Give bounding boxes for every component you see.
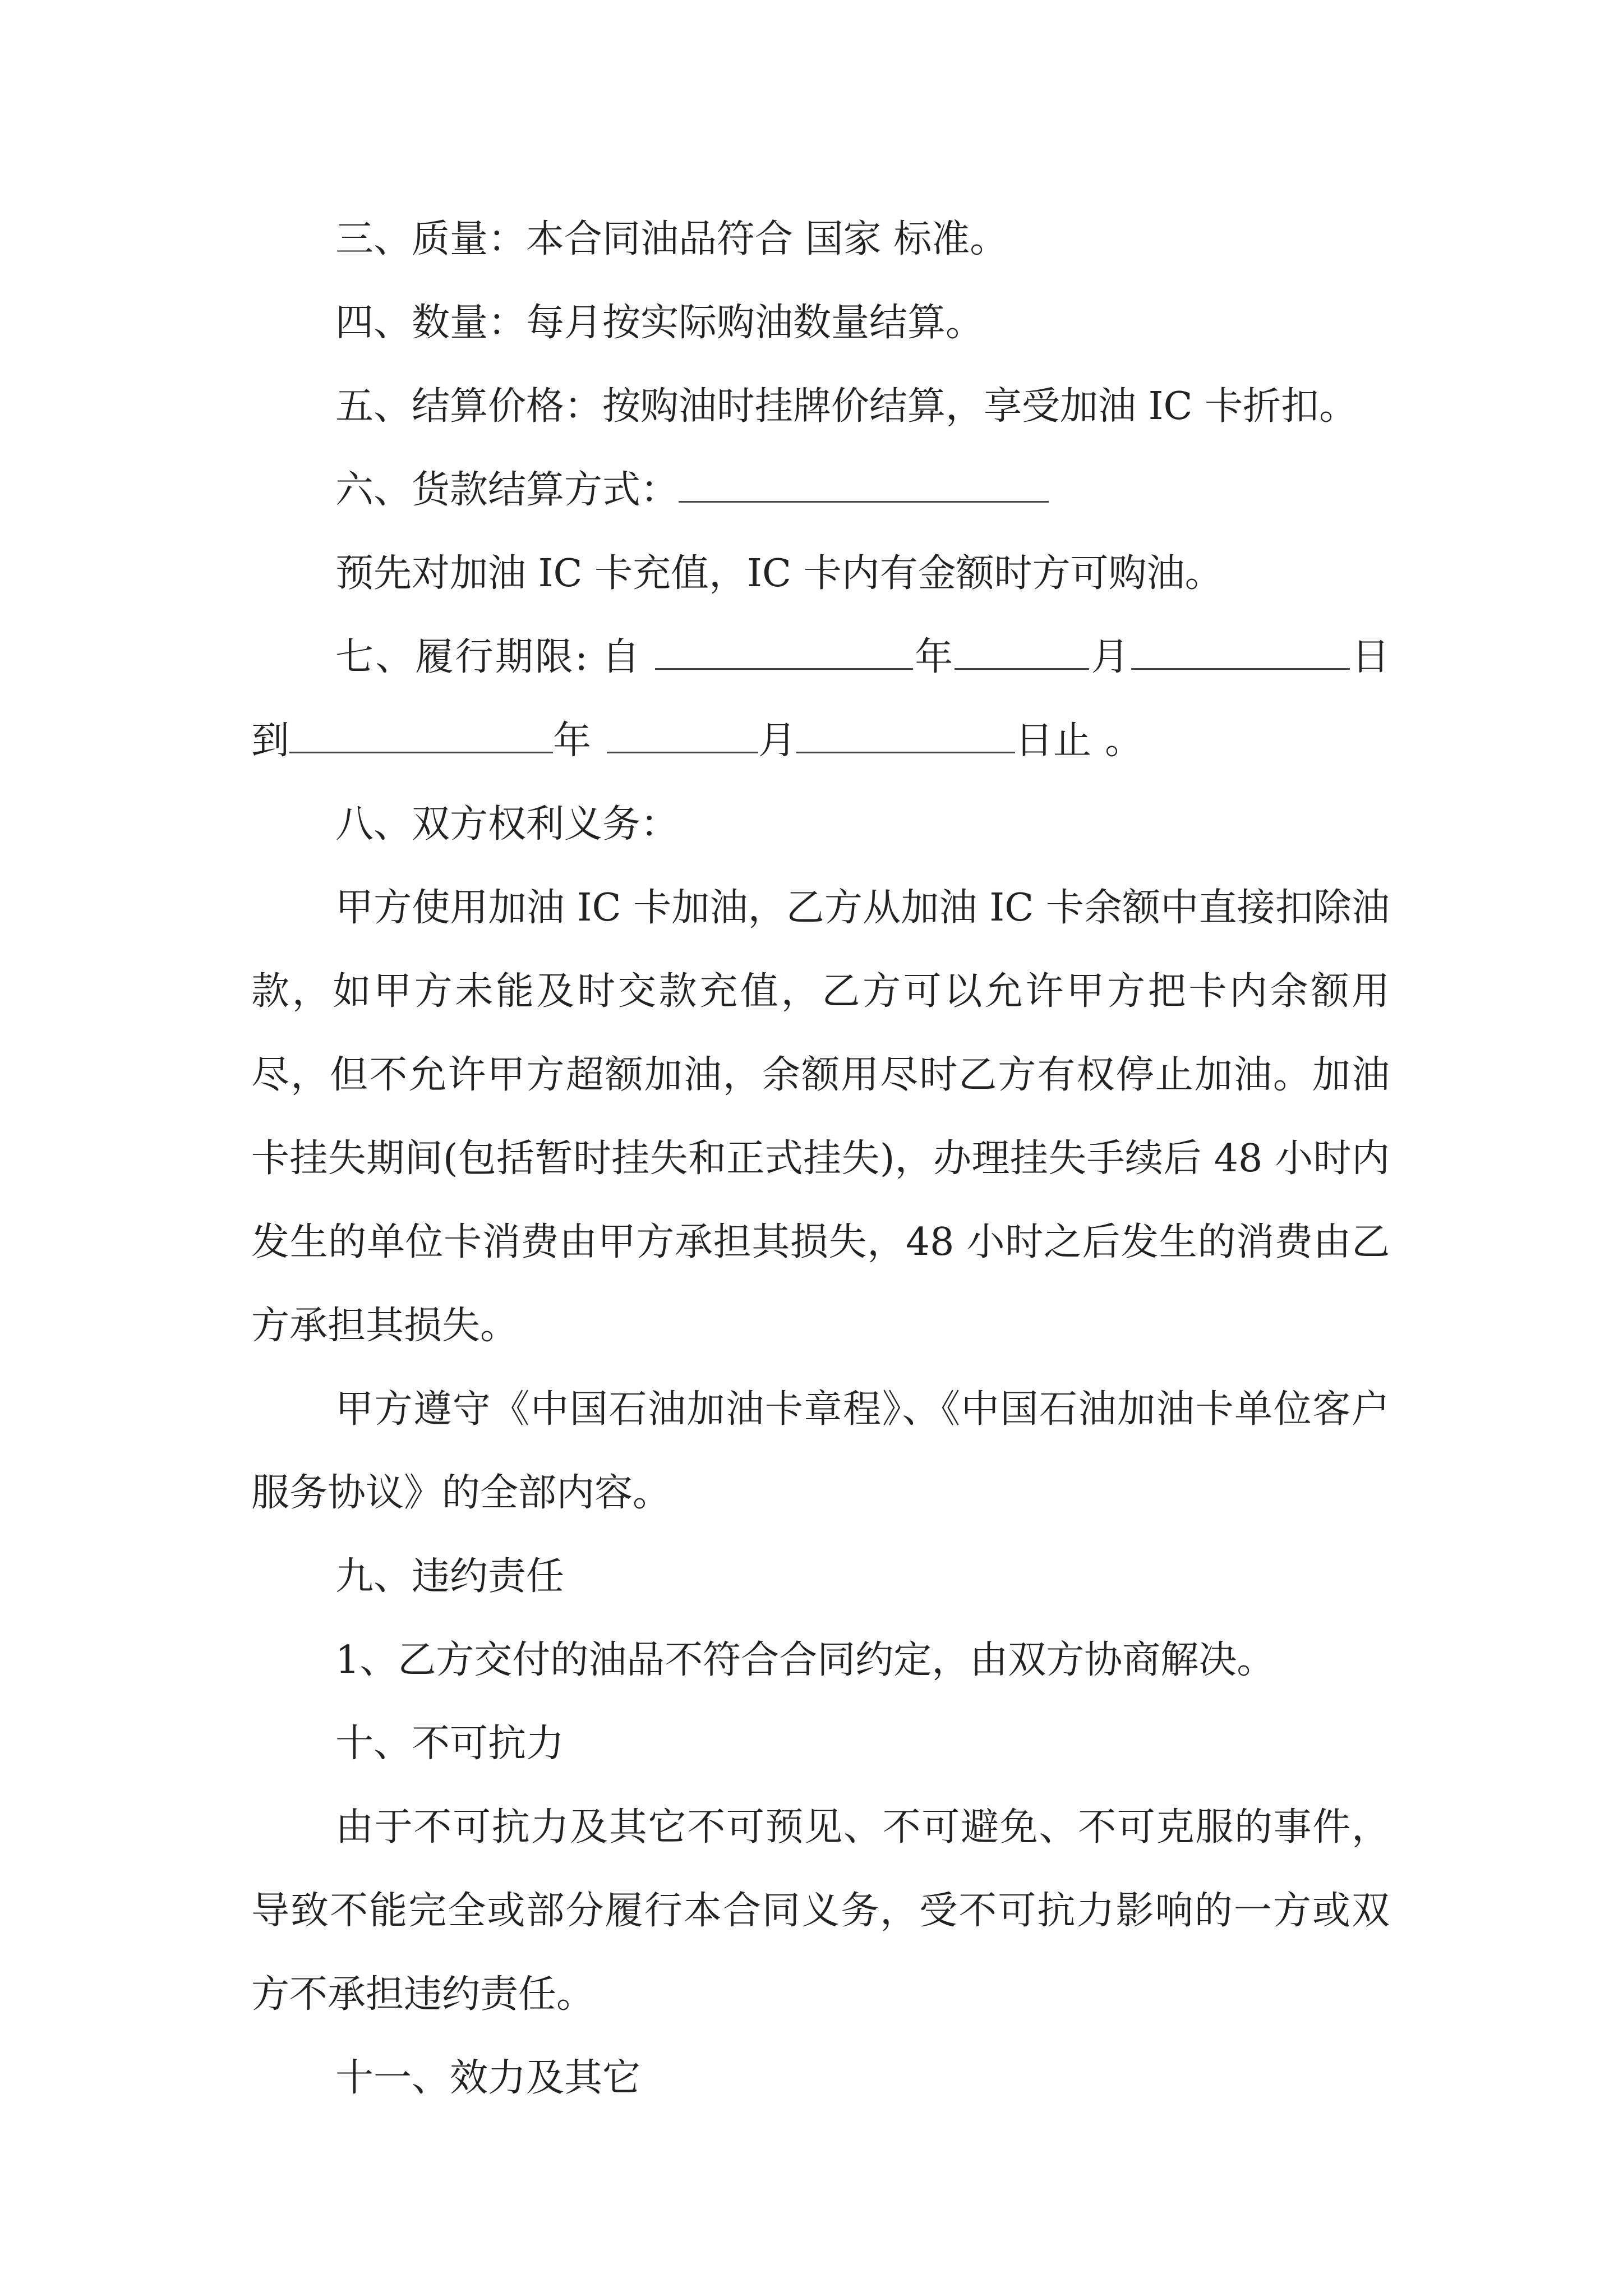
start-month-label: 月 — [1089, 635, 1131, 679]
term-label: 七、履行期限: 自 — [335, 635, 642, 679]
clause-payment-method — [251, 448, 1390, 532]
payment-method-label: 六、货款结算方式： — [335, 468, 679, 512]
end-year-blank — [289, 720, 553, 753]
clause-rights-body: 甲方使用加油 IC 卡加油，乙方从加油 IC 卡余额中直接扣除油款，如甲方未能及时交款充值，乙方可以允许甲方把卡内余额用尽，但不允许甲方超额加油，余额用尽时乙方有权停止加油。加油卡挂失期间(包括暂时挂失和正式挂失)，办理挂失手续后 48 小时内发生的单位卡消费由甲方承担其损失，48 小时之后发生的消费由乙方承担其损失。 — [251, 886, 1390, 1348]
clause-rights-heading: 八、双方权利义务： — [335, 802, 679, 846]
day-end-label: 日止 — [1015, 719, 1092, 763]
clause-rules: 甲方遵守《中国石油加油卡章程》、《中国石油加油卡单位客户服务协议》的全部内容。 — [251, 1387, 1390, 1515]
payment-method-blank — [679, 470, 1049, 503]
clause-term — [251, 615, 1390, 783]
clause-liability-heading: 九、违约责任 — [335, 1554, 565, 1599]
end-month-label: 月 — [758, 719, 797, 763]
term-end-mark: 。 — [1105, 719, 1144, 763]
start-year-blank — [655, 637, 913, 670]
end-year-label: 年 — [553, 719, 592, 763]
day-to-label: 日到 — [251, 635, 1390, 763]
end-day-blank — [796, 720, 1015, 753]
clause-prepay: 预先对加油 IC 卡充值，IC 卡内有金额时方可购油。 — [335, 551, 1223, 596]
clause-validity-heading: 十一、效力及其它 — [335, 2056, 641, 2100]
clause-force-majeure-body: 由于不可抗力及其它不可预见、不可避免、不可克服的事件，导致不能完全或部分履行本合同义务，受不可抗力影响的一方或双方不承担违约责任。 — [251, 1805, 1390, 2017]
start-month-blank — [955, 637, 1089, 670]
clause-liability-item-1: 1、乙方交付的油品不符合合同约定，由双方协商解决。 — [335, 1638, 1275, 1682]
document-body — [251, 197, 1390, 2120]
clause-quantity: 四、数量：每月按实际购油数量结算。 — [335, 301, 984, 345]
end-month-blank — [607, 720, 758, 753]
clause-quality: 三、质量：本合同油品符合 国家 标准。 — [335, 217, 1008, 261]
clause-price: 五、结算价格：按购油时挂牌价结算，享受加油 IC 卡折扣。 — [335, 384, 1358, 429]
start-year-label: 年 — [913, 635, 955, 679]
clause-force-majeure-heading: 十、不可抗力 — [335, 1722, 565, 1766]
start-day-blank — [1131, 637, 1350, 670]
